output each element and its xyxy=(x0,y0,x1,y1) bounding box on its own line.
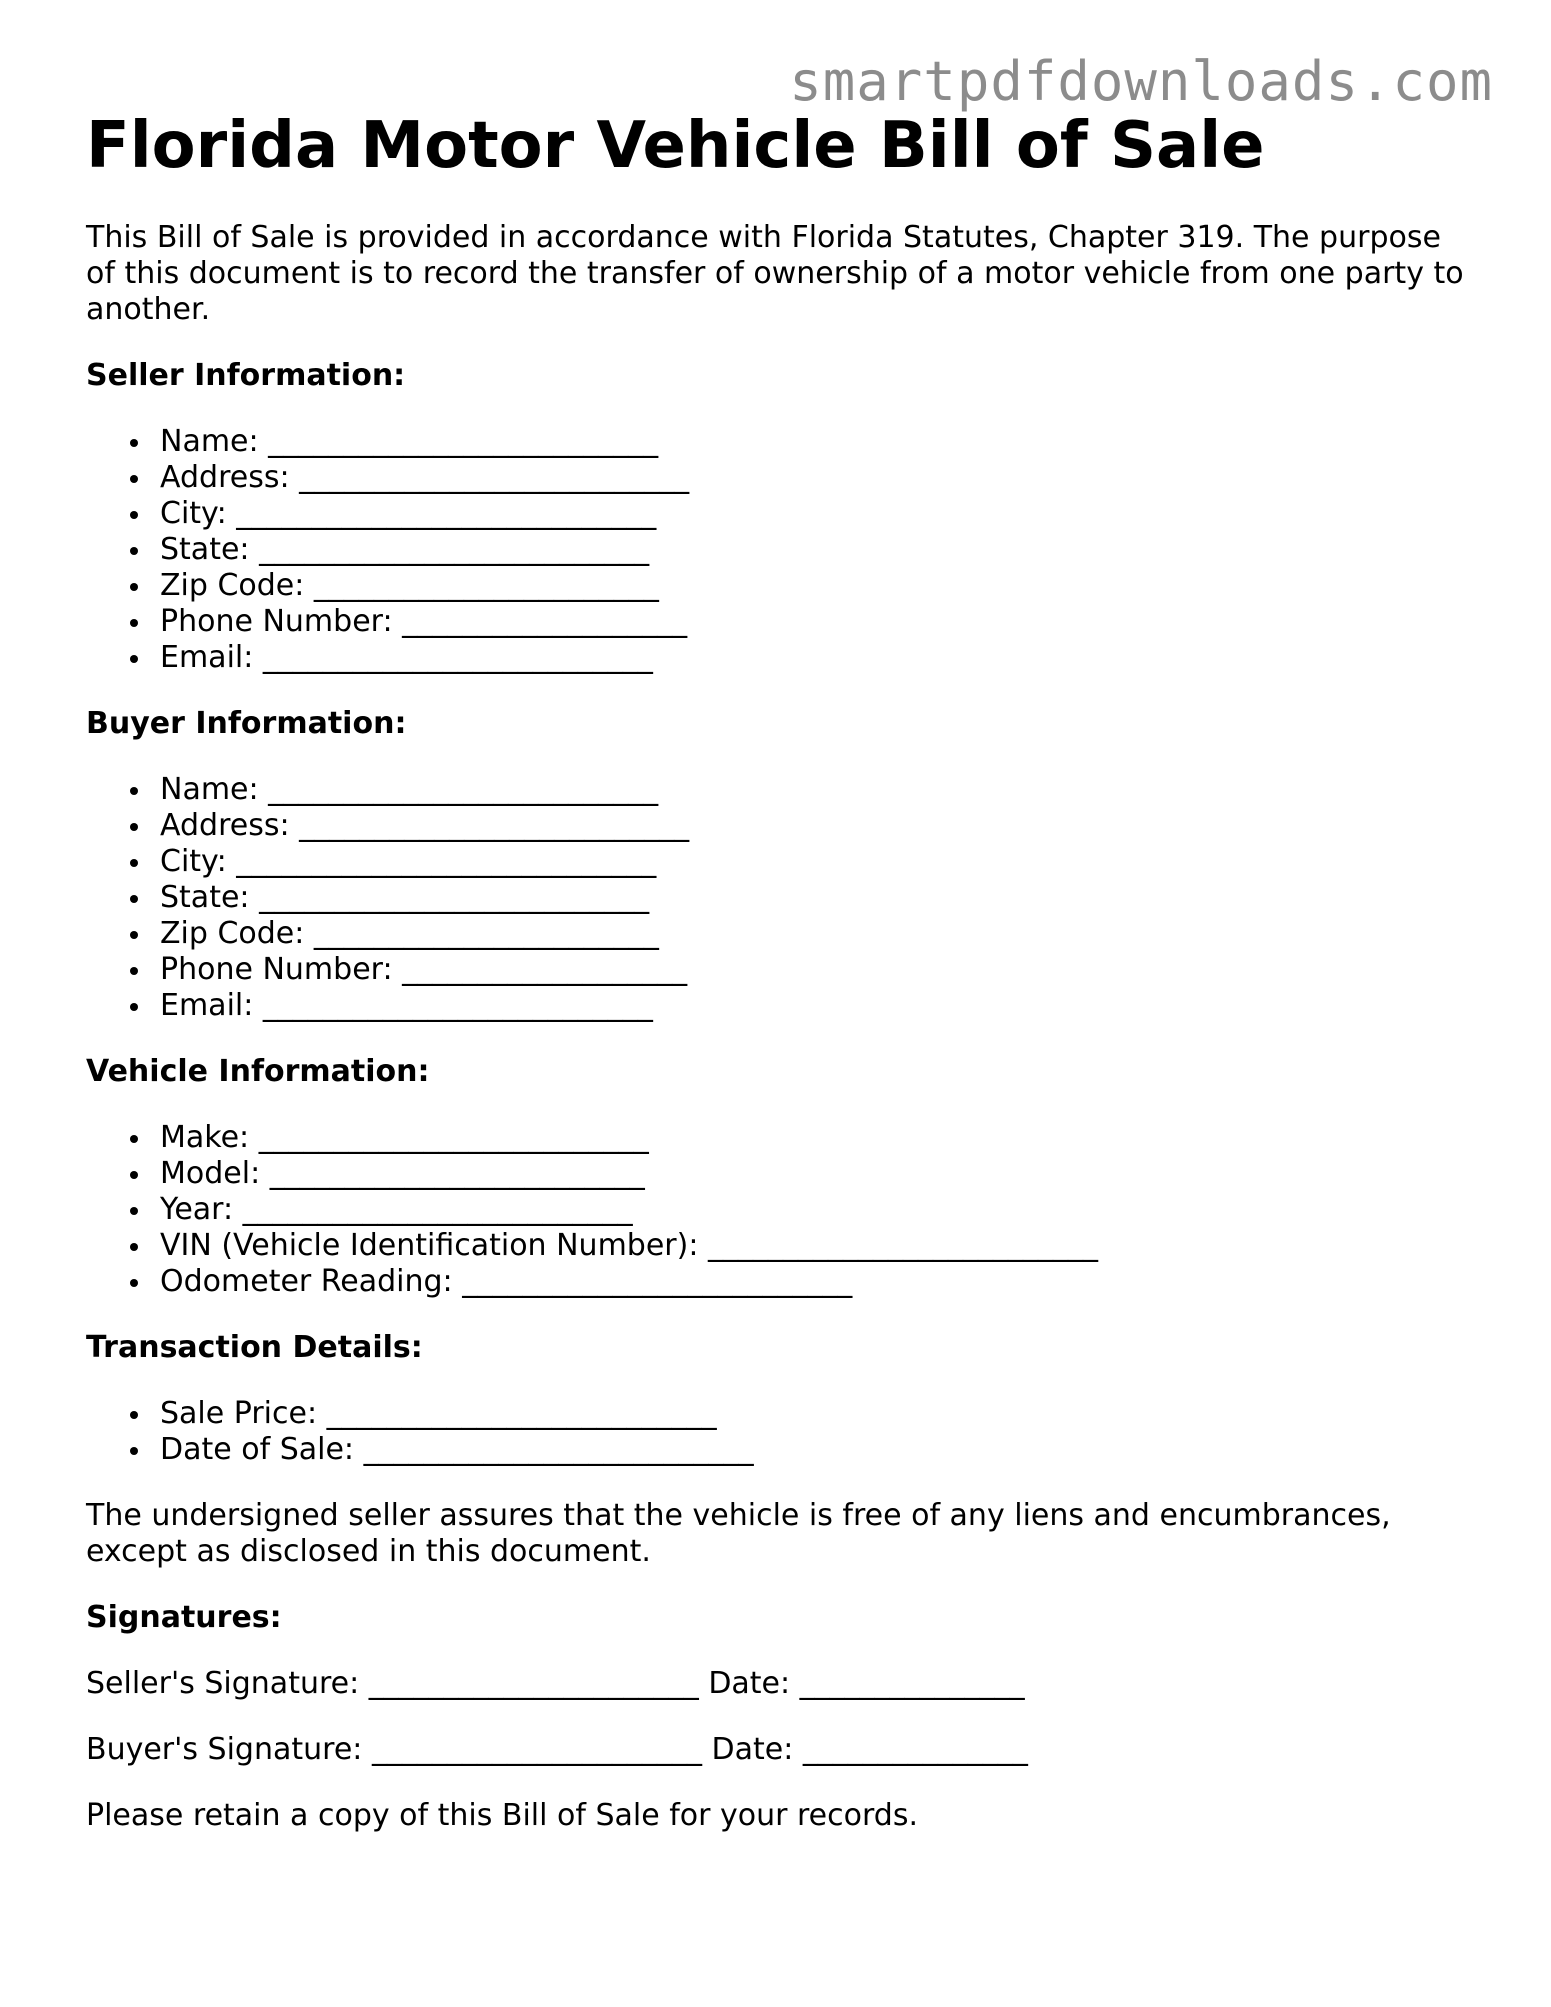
document-body xyxy=(86,220,1466,1834)
field-blank[interactable]: ____________________________ xyxy=(236,844,657,879)
buyer-zip-field[interactable] xyxy=(86,916,1466,952)
sale-price-field[interactable] xyxy=(86,1396,1466,1432)
vehicle-odometer-field[interactable] xyxy=(86,1264,1466,1300)
signatures-heading: Signatures: xyxy=(86,1600,282,1635)
field-label: Phone Number: xyxy=(160,604,393,639)
buyer-signature-line xyxy=(86,1732,1466,1768)
watermark: smartpdfdownloads.com xyxy=(789,50,1493,113)
seller-signature-blank[interactable]: ______________________ xyxy=(368,1666,699,1701)
seller-zip-field[interactable] xyxy=(86,568,1466,604)
seller-address-field[interactable] xyxy=(86,460,1466,496)
buyer-city-field[interactable] xyxy=(86,844,1466,880)
vehicle-year-field[interactable] xyxy=(86,1192,1466,1228)
field-label: Phone Number: xyxy=(160,952,393,987)
intro-paragraph: This Bill of Sale is provided in accordance with Florida Statutes, Chapter 319. The purpose of this document is to record the transfer of ownership of a motor vehicle from one party to another. xyxy=(86,220,1464,327)
field-label: Address: xyxy=(160,808,290,843)
field-blank[interactable]: _________________________ xyxy=(269,1156,645,1191)
buyer-phone-field[interactable] xyxy=(86,952,1466,988)
date-of-sale-field[interactable] xyxy=(86,1432,1466,1468)
buyer-field-list xyxy=(86,772,1466,1024)
buyer-signature-label: Buyer's Signature: xyxy=(86,1732,363,1767)
field-blank[interactable]: ___________________ xyxy=(402,952,688,987)
field-blank[interactable]: __________________________ xyxy=(363,1432,754,1467)
vehicle-heading: Vehicle Information: xyxy=(86,1054,430,1089)
seller-city-field[interactable] xyxy=(86,496,1466,532)
document-title: Florida Motor Vehicle Bill of Sale xyxy=(86,109,1265,183)
field-label: Odometer Reading: xyxy=(160,1264,453,1299)
transaction-field-list xyxy=(86,1396,1466,1468)
field-label: City: xyxy=(160,496,227,531)
vehicle-model-field[interactable] xyxy=(86,1156,1466,1192)
footer-note: Please retain a copy of this Bill of Sale for your records. xyxy=(86,1798,918,1833)
seller-name-field[interactable] xyxy=(86,424,1466,460)
seller-date-label: Date: xyxy=(708,1666,791,1701)
field-blank[interactable]: _______________________ xyxy=(313,568,659,603)
field-label: Year: xyxy=(160,1192,234,1227)
seller-heading: Seller Information: xyxy=(86,358,406,393)
field-label: State: xyxy=(160,532,250,567)
field-blank[interactable]: __________________________ xyxy=(242,1192,633,1227)
field-blank[interactable]: ____________________________ xyxy=(236,496,657,531)
buyer-email-field[interactable] xyxy=(86,988,1466,1024)
vehicle-vin-field[interactable] xyxy=(86,1228,1466,1264)
field-blank[interactable]: __________________________ xyxy=(259,880,650,915)
field-blank[interactable]: __________________________ xyxy=(258,1120,649,1155)
field-label: Address: xyxy=(160,460,290,495)
field-label: City: xyxy=(160,844,227,879)
buyer-name-field[interactable] xyxy=(86,772,1466,808)
field-blank[interactable]: __________________________ xyxy=(462,1264,853,1299)
buyer-date-blank[interactable]: _______________ xyxy=(802,1732,1028,1767)
field-label: Model: xyxy=(160,1156,261,1191)
seller-field-list xyxy=(86,424,1466,676)
field-label: Date of Sale: xyxy=(160,1432,355,1467)
seller-date-blank[interactable]: _______________ xyxy=(799,1666,1025,1701)
seller-signature-label: Seller's Signature: xyxy=(86,1666,360,1701)
field-label: Name: xyxy=(160,772,259,807)
field-blank[interactable]: __________________________ xyxy=(259,532,650,567)
field-label: VIN (Vehicle Identification Number): xyxy=(160,1228,699,1263)
seller-phone-field[interactable] xyxy=(86,604,1466,640)
buyer-heading: Buyer Information: xyxy=(86,706,407,741)
field-label: Email: xyxy=(160,988,254,1023)
seller-signature-line xyxy=(86,1666,1466,1702)
transaction-heading: Transaction Details: xyxy=(86,1330,423,1365)
field-label: Make: xyxy=(160,1120,250,1155)
field-blank[interactable]: __________________________ xyxy=(299,460,690,495)
field-blank[interactable]: __________________________ xyxy=(707,1228,1098,1263)
buyer-signature-blank[interactable]: ______________________ xyxy=(371,1732,702,1767)
field-label: State: xyxy=(160,880,250,915)
vehicle-make-field[interactable] xyxy=(86,1120,1466,1156)
field-blank[interactable]: __________________________ xyxy=(262,640,653,675)
buyer-state-field[interactable] xyxy=(86,880,1466,916)
seller-state-field[interactable] xyxy=(86,532,1466,568)
field-label: Sale Price: xyxy=(160,1396,318,1431)
buyer-date-label: Date: xyxy=(711,1732,794,1767)
field-label: Zip Code: xyxy=(160,568,305,603)
field-blank[interactable]: __________________________ xyxy=(326,1396,717,1431)
seller-email-field[interactable] xyxy=(86,640,1466,676)
assurance-paragraph: The undersigned seller assures that the vehicle is free of any liens and encumbrances, except as disclosed in this document. xyxy=(86,1498,1391,1569)
field-blank[interactable]: __________________________ xyxy=(268,424,659,459)
field-blank[interactable]: ___________________ xyxy=(402,604,688,639)
field-label: Name: xyxy=(160,424,259,459)
vehicle-field-list xyxy=(86,1120,1466,1300)
field-label: Email: xyxy=(160,640,254,675)
field-blank[interactable]: _______________________ xyxy=(313,916,659,951)
buyer-address-field[interactable] xyxy=(86,808,1466,844)
field-label: Zip Code: xyxy=(160,916,305,951)
field-blank[interactable]: __________________________ xyxy=(299,808,690,843)
field-blank[interactable]: __________________________ xyxy=(268,772,659,807)
field-blank[interactable]: __________________________ xyxy=(262,988,653,1023)
